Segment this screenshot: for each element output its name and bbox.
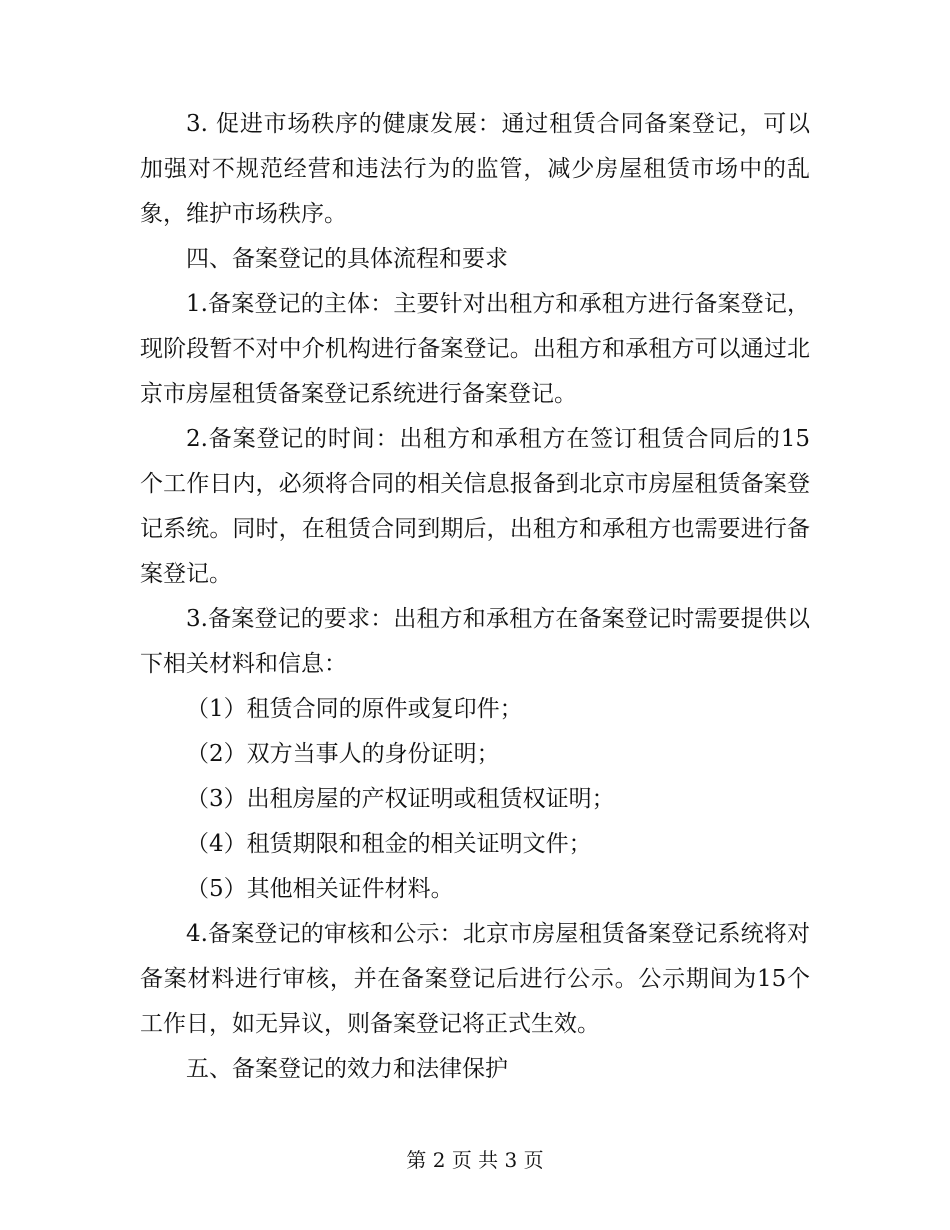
paragraph-time: 2.备案登记的时间：出租方和承租方在签订租赁合同后的15个工作日内，必须将合同的相关信息报备到北京市房屋租赁备案登记系统。同时，在租赁合同到期后，出租方和承租方也需要进行备案登记。 — [140, 426, 810, 587]
section-heading-process: 四、备案登记的具体流程和要求 — [186, 246, 508, 272]
list-item: （1）租赁合同的原件或复印件； — [186, 696, 523, 722]
paragraph-subject: 1.备案登记的主体：主要针对出租方和承租方进行备案登记，现阶段暂不对中介机构进行备案登记。出租方和承租方可以通过北京市房屋租赁备案登记系统进行备案登记。 — [140, 291, 810, 407]
document-body — [140, 102, 810, 1092]
list-item: （5）其他相关证件材料。 — [186, 876, 454, 902]
paragraph-review: 4.备案登记的审核和公示：北京市房屋租赁备案登记系统将对备案材料进行审核，并在备案登记后进行公示。公示期间为15个工作日，如无异议，则备案登记将正式生效。 — [140, 921, 810, 1037]
list-item: （3）出租房屋的产权证明或租赁权证明； — [186, 786, 615, 812]
section-heading-effect: 五、备案登记的效力和法律保护 — [186, 1056, 508, 1082]
paragraph-market-order: 3. 促进市场秩序的健康发展：通过租赁合同备案登记，可以加强对不规范经营和违法行为的监管，减少房屋租赁市场中的乱象，维护市场秩序。 — [140, 111, 810, 227]
paragraph-requirements: 3.备案登记的要求：出租方和承租方在备案登记时需要提供以下相关材料和信息： — [140, 606, 810, 677]
list-item: （4）租赁期限和租金的相关证明文件； — [186, 831, 592, 857]
page-number-footer: 第 2 页 共 3 页 — [406, 1148, 544, 1172]
list-item: （2）双方当事人的身份证明； — [186, 741, 500, 767]
